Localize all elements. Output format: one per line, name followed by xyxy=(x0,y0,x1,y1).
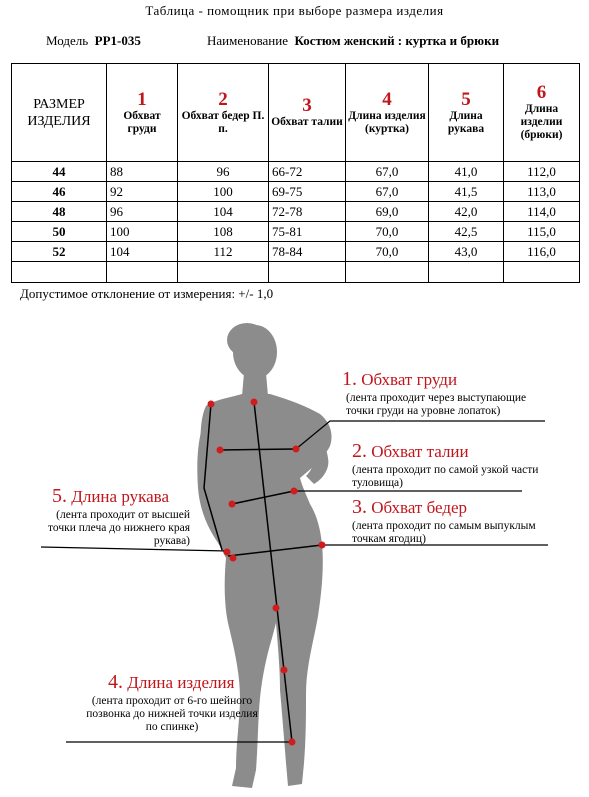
size-header: РАЗМЕР ИЗДЕЛИЯ xyxy=(12,64,107,162)
sleeve-cell: 42,0 xyxy=(429,202,504,222)
sleeve-cell: 41,0 xyxy=(429,162,504,182)
size-cell: 52 xyxy=(12,242,107,262)
annotation-hips-title xyxy=(352,496,467,519)
measurement-figure xyxy=(0,318,589,797)
annotation-label: Обхват бедер xyxy=(371,498,468,517)
annotation-sleeve-title xyxy=(52,485,169,508)
table-row-empty xyxy=(12,262,580,283)
length-trousers-cell: 115,0 xyxy=(504,222,580,242)
col-label: Длина изделии (брюки) xyxy=(520,103,563,141)
name-label: Наименование xyxy=(207,33,288,48)
col-num: 1 xyxy=(137,88,147,110)
size-table xyxy=(11,63,580,283)
model-value: PP1-035 xyxy=(94,33,141,48)
annotation-label: Обхват талии xyxy=(371,442,469,461)
table-row xyxy=(12,222,580,242)
length-jacket-cell: 70,0 xyxy=(346,242,429,262)
length-jacket-cell: 67,0 xyxy=(346,182,429,202)
length-trousers-cell: 116,0 xyxy=(504,242,580,262)
size-cell: 46 xyxy=(12,182,107,202)
col-header-chest xyxy=(107,64,178,162)
chest-cell: 104 xyxy=(107,242,178,262)
col-num: 3 xyxy=(302,95,312,116)
hips-cell: 96 xyxy=(178,162,269,182)
table-row xyxy=(12,242,580,262)
hips-cell: 108 xyxy=(178,222,269,242)
annotation-sleeve-desc: (лента проходит от высшей точки плеча до нижнего края рукава) xyxy=(48,509,190,547)
length-trousers-cell: 112,0 xyxy=(504,162,580,182)
tolerance-note: Допустимое отклонение от измерения: +/- 1,0 xyxy=(20,286,274,301)
length-jacket-cell: 67,0 xyxy=(346,162,429,182)
size-cell: 48 xyxy=(12,202,107,222)
annotation-number: 3. xyxy=(352,496,367,518)
waist-cell: 66-72 xyxy=(269,162,346,182)
annotation-length-title xyxy=(108,671,234,694)
col-num: 2 xyxy=(218,88,228,110)
hips-cell: 112 xyxy=(178,242,269,262)
page-title: Таблица - помощник при выборе размера изделия xyxy=(145,3,444,18)
length-jacket-cell: 69,0 xyxy=(346,202,429,222)
table-row xyxy=(12,182,580,202)
size-cell: 50 xyxy=(12,222,107,242)
annotation-number: 4. xyxy=(108,671,123,693)
table-row xyxy=(12,202,580,222)
col-num: 4 xyxy=(382,88,392,110)
annotation-chest-title xyxy=(342,368,457,391)
length-trousers-cell: 113,0 xyxy=(504,182,580,202)
annotation-label: Обхват груди xyxy=(361,370,458,389)
model-label: Модель xyxy=(46,33,89,48)
hips-cell: 100 xyxy=(178,182,269,202)
table-header-row xyxy=(12,64,580,162)
annotation-waist-desc: (лента проходит по самой узкой части туловища) xyxy=(352,464,539,489)
chest-cell: 100 xyxy=(107,222,178,242)
col-num: 6 xyxy=(536,82,547,103)
sleeve-cell: 41,5 xyxy=(429,182,504,202)
col-label: Обхват талии xyxy=(271,116,343,128)
chest-cell: 88 xyxy=(107,162,178,182)
annotation-number: 2. xyxy=(352,440,367,462)
col-label: Длина изделия (куртка) xyxy=(348,109,426,135)
col-header-length-jacket xyxy=(346,64,429,162)
sleeve-cell: 43,0 xyxy=(429,242,504,262)
annotation-length-desc: (лента проходит от 6-го шейного позвонка до нижней точки изделия по спинке) xyxy=(86,695,258,733)
annotation-hips-desc: (лента проходит по самым выпуклым точкам ягодиц) xyxy=(352,520,536,545)
chest-cell: 92 xyxy=(107,182,178,202)
model-line xyxy=(46,33,141,49)
size-cell: 44 xyxy=(12,162,107,182)
annotation-chest-desc: (лента проходит через выступающие точки груди на уровне лопаток) xyxy=(346,392,527,417)
sleeve-cell: 42,5 xyxy=(429,222,504,242)
waist-cell: 78-84 xyxy=(269,242,346,262)
waist-cell: 69-75 xyxy=(269,182,346,202)
col-header-hips xyxy=(178,64,269,162)
col-label: Обхват груди xyxy=(123,109,161,135)
name-value: Костюм женский : куртка и брюки xyxy=(294,33,500,48)
annotation-number: 5. xyxy=(52,485,67,507)
name-line xyxy=(207,33,499,49)
col-label: Длина рукава xyxy=(447,109,485,135)
length-trousers-cell: 114,0 xyxy=(504,202,580,222)
waist-cell: 72-78 xyxy=(269,202,346,222)
hips-cell: 104 xyxy=(178,202,269,222)
col-header-sleeve xyxy=(429,64,504,162)
table-row xyxy=(12,162,580,182)
annotation-label: Длина изделия xyxy=(127,673,235,692)
annotation-number: 1. xyxy=(342,368,357,390)
col-label: Обхват бедер П. п. xyxy=(181,109,265,135)
col-num: 5 xyxy=(461,88,471,110)
chest-cell: 96 xyxy=(107,202,178,222)
waist-cell: 75-81 xyxy=(269,222,346,242)
col-header-length-trousers xyxy=(504,64,580,162)
length-jacket-cell: 70,0 xyxy=(346,222,429,242)
annotation-label: Длина рукава xyxy=(71,487,169,506)
col-header-waist xyxy=(269,64,346,162)
annotation-waist-title xyxy=(352,440,469,463)
